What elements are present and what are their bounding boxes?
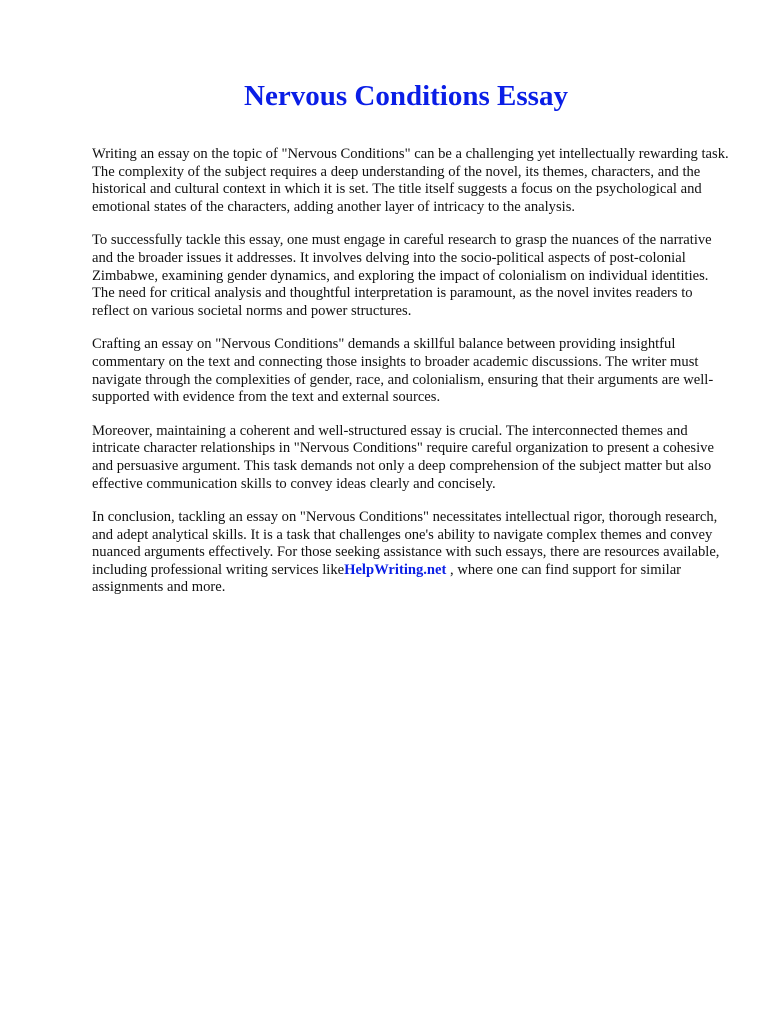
paragraph-4: Moreover, maintaining a coherent and well-structured essay is crucial. The interconnected themes and intricate character relationships in "Nervous Conditions" require careful organization to present a cohesive and persuasive argument. This task demands not only a deep comprehension of the subject matter but also effective communication skills to convey ideas clearly and concisely.: [92, 422, 714, 492]
paragraph-5: [92, 509, 732, 597]
essay-body: [92, 146, 732, 613]
paragraph-5-text-after-link: , where one can find support for similar assignments and more.: [92, 561, 682, 596]
helpwriting-link[interactable]: HelpWriting.net: [344, 561, 447, 578]
paragraph-1: Writing an essay on the topic of "Nervous Conditions" can be a challenging yet intellectually rewarding task. The complexity of the subject requires a deep understanding of the novel, its themes, characters, and the historical and cultural context in which it is set. The title itself suggests a focus on the psychological and emotional states of the characters, adding another layer of intricacy to the analysis.: [92, 146, 729, 215]
paragraph-2: To successfully tackle this essay, one must engage in careful research to grasp the nuances of the narrative and the broader issues it addresses. It involves delving into the socio-political aspects of post-colonial Zimbabwe, examining gender dynamics, and exploring the impact of colonialism on individual identities. The need for critical analysis and thoughtful interpretation is paramount, as the novel invites readers to reflect on various societal norms and power structures.: [92, 232, 712, 319]
paragraph-5-text-before-link: In conclusion, tackling an essay on "Nervous Conditions" necessitates intellectual rigor, thorough research, and adept analytical skills. It is a task that challenges one's ability to navigate complex themes and convey nuanced arguments effectively. For those seeking assistance with such essays, there are resources available, including professional writing services like: [92, 509, 720, 578]
paragraph-3: Crafting an essay on "Nervous Conditions" demands a skillful balance between providing insightful commentary on the text and connecting those insights to broader academic discussions. The writer must navigate through the complexities of gender, race, and colonialism, ensuring that their arguments are well-supported with evidence from the text and external sources.: [92, 336, 714, 406]
page-title: Nervous Conditions Essay: [244, 80, 568, 112]
